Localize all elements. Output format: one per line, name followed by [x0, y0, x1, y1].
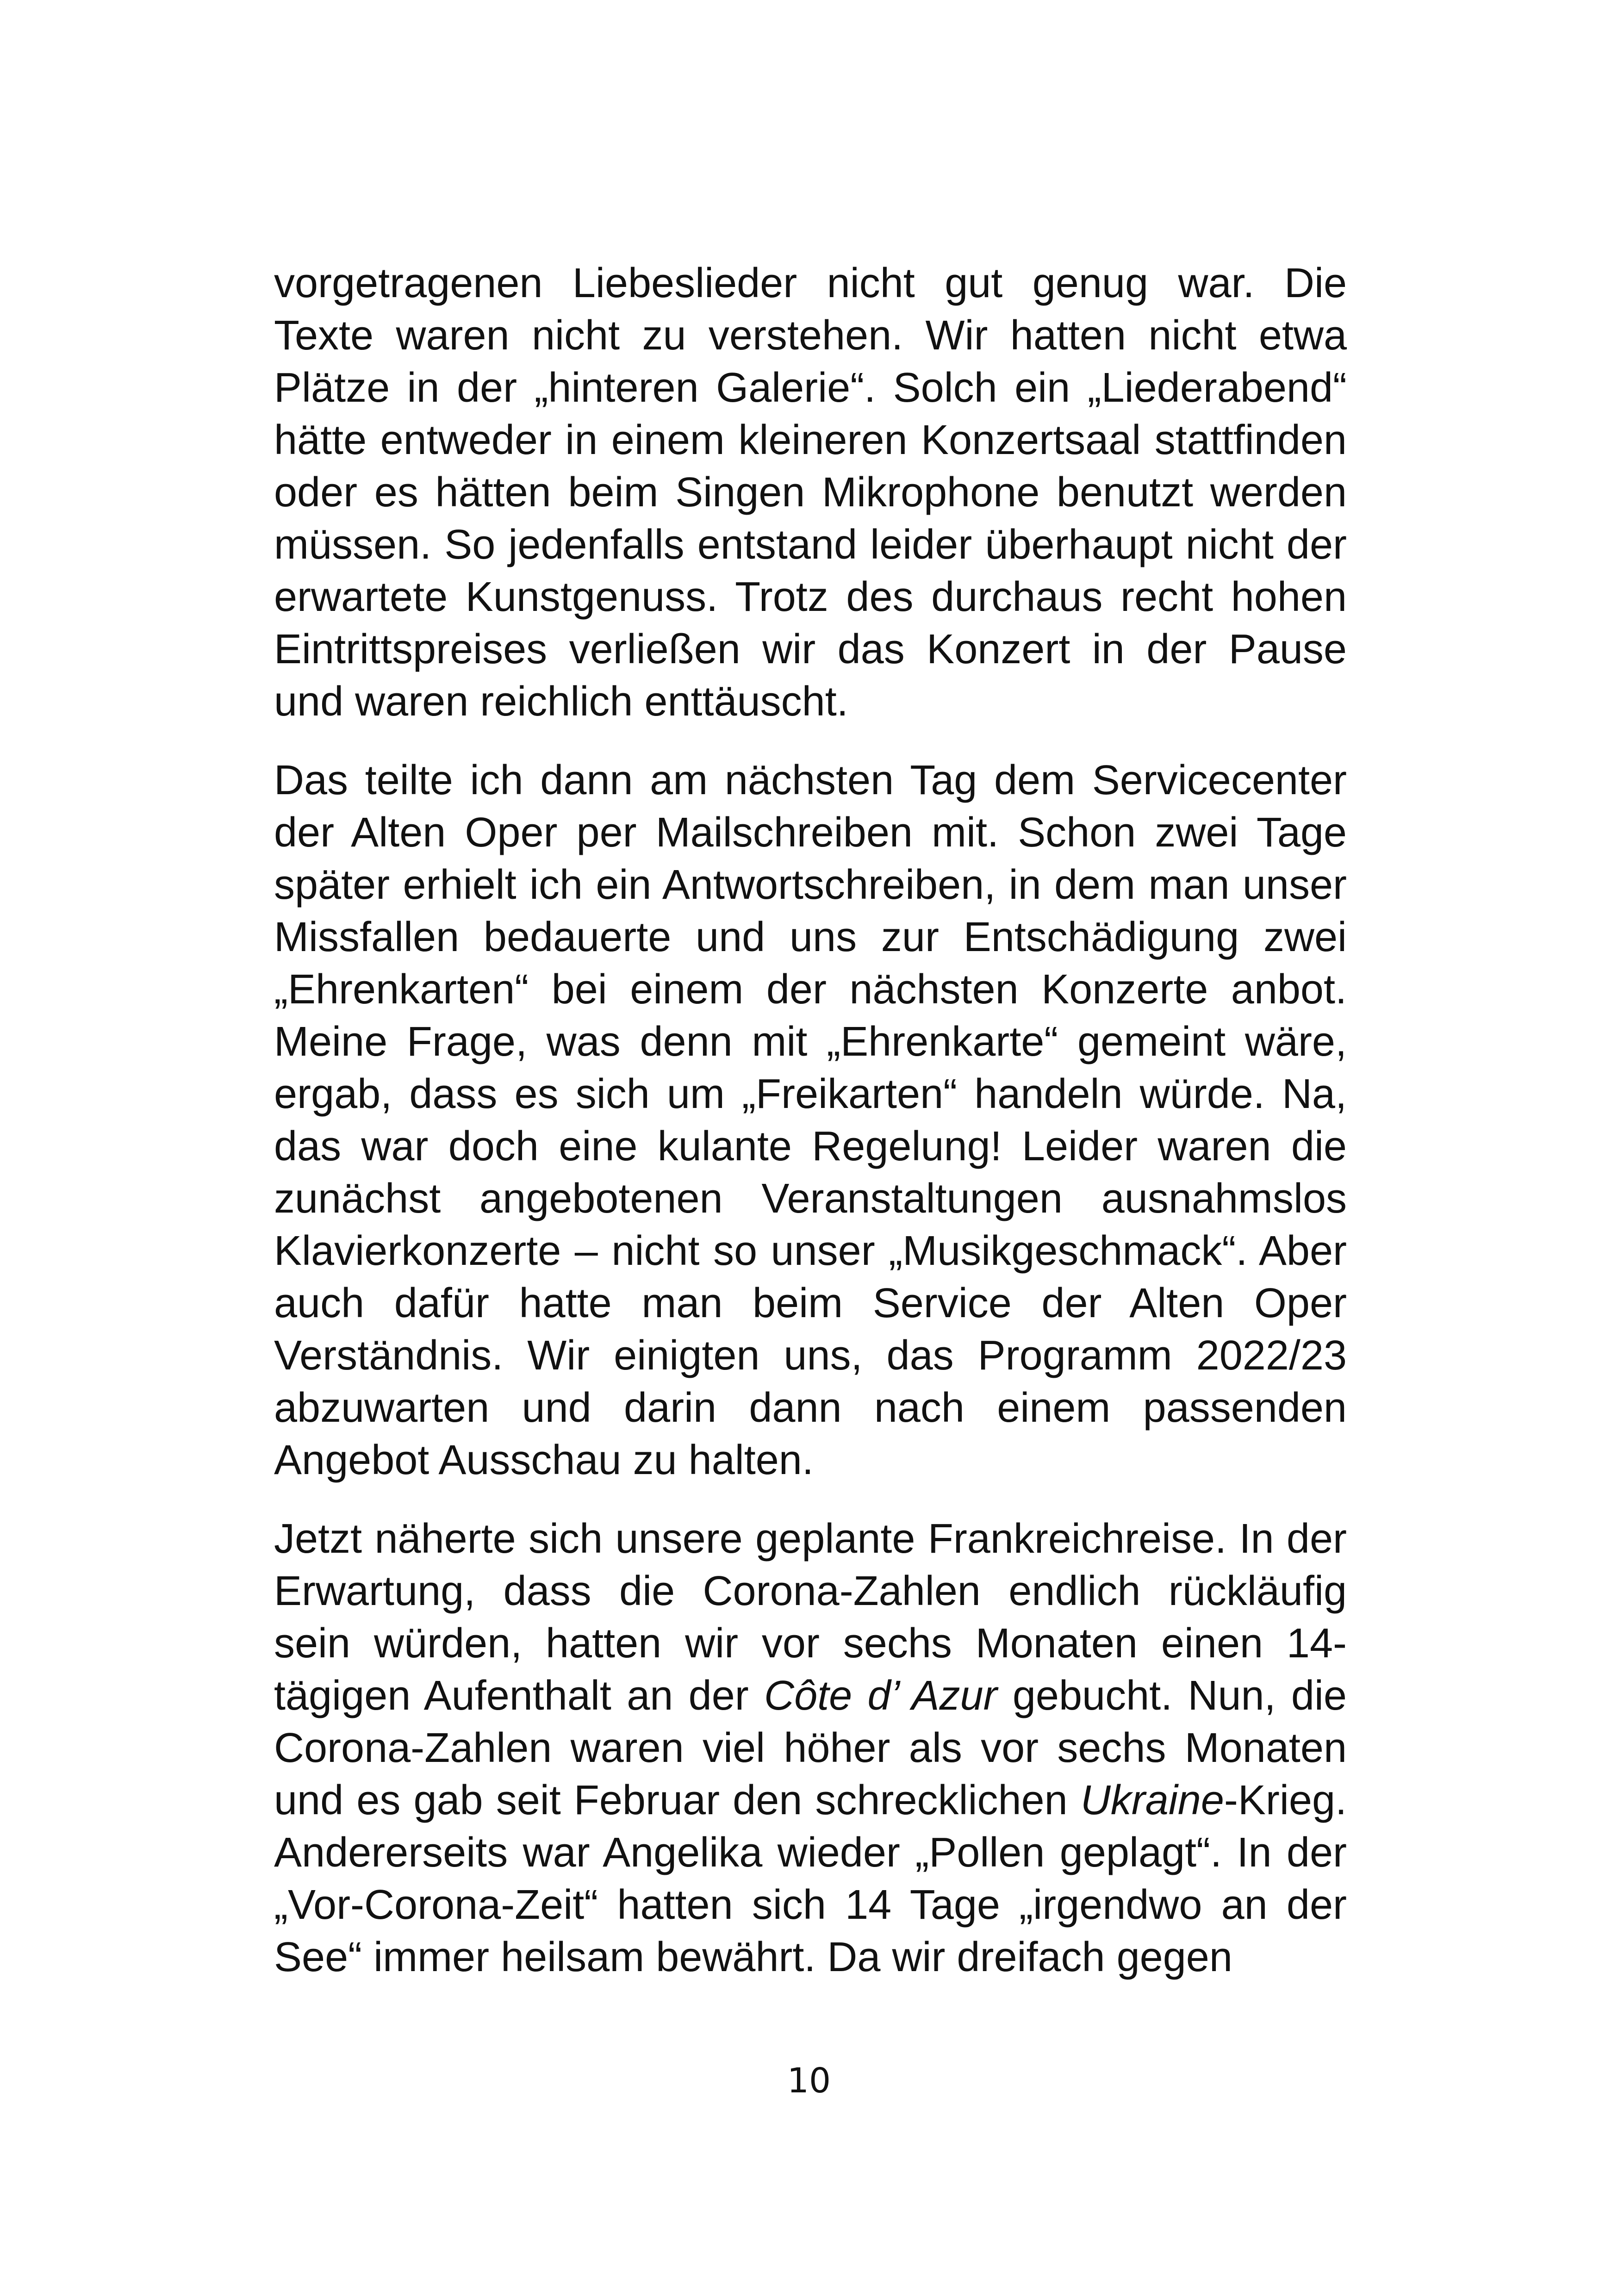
page-number: 10: [787, 2061, 831, 2101]
body-text: [274, 257, 1347, 1984]
paragraph-3-text-c: -Krieg. Andererseits war Angelika wieder „Pollen geplagt“. In der „Vor-Corona-Zeit“ hatten sich 14 Tage „irgendwo an der See“ immer heilsam bewährt. Da wir dreifach gegen: [274, 1777, 1347, 1980]
paragraph-3-text-a: Jetzt näherte sich unsere geplante Frankreichreise. In der Erwartung, dass die Corona-Zahlen endlich rückläufig sein würden, hatten wir vor sechs Monaten einen 14-tägigen Aufenthalt an der: [274, 1516, 1347, 1719]
paragraph-3-italic-country: Ukraine: [1080, 1777, 1224, 1823]
paragraph-2: [274, 754, 1347, 1487]
paragraph-3: [274, 1513, 1347, 1984]
paragraph-3-italic-place: Côte d’ Azur: [764, 1673, 997, 1719]
paragraph-2-text: Das teilte ich dann am nächsten Tag dem Servicecenter der Alten Oper per Mailschreiben mit. Schon zwei Tage später erhielt ich ein Antwortschreiben, in dem man unser Missfallen bedauerte und uns zur Entschädigung zwei „Ehrenkarten“ bei einem der nächsten Konzerte anbot. Meine Frage, was denn mit „Ehrenkarte“ gemeint wäre, ergab, dass es sich um „Freikarten“ handeln würde. Na, das war doch eine kulante Regelung! Leider waren die zunächst angebotenen Veranstaltungen ausnahmslos Klavierkonzerte – nicht so unser „Musikgeschmack“. Aber auch dafür hatte man beim Service der Alten Oper Verständnis. Wir einigten uns, das Programm 2022/23 abzuwarten und darin dann nach einem passenden Angebot Ausschau zu halten.: [274, 757, 1347, 1483]
paragraph-1-text: vorgetragenen Liebeslieder nicht gut genug war. Die Texte waren nicht zu verstehen. Wir hatten nicht etwa Plätze in der „hinteren Galerie“. Solch ein „Liederabend“ hätte entweder in einem kleineren Konzertsaal stattfinden oder es hätten beim Singen Mikrophone benutzt werden müssen. So jedenfalls entstand leider überhaupt nicht der erwartete Kunstgenuss. Trotz des durchaus recht hohen Eintrittspreises verließen wir das Konzert in der Pause und waren reichlich enttäuscht.: [274, 260, 1347, 725]
paragraph-3-text-b: gebucht. Nun, die Corona-Zahlen waren viel höher als vor sechs Monaten und es gab seit Februar den schrecklichen: [274, 1673, 1347, 1823]
paragraph-1: [274, 257, 1347, 728]
